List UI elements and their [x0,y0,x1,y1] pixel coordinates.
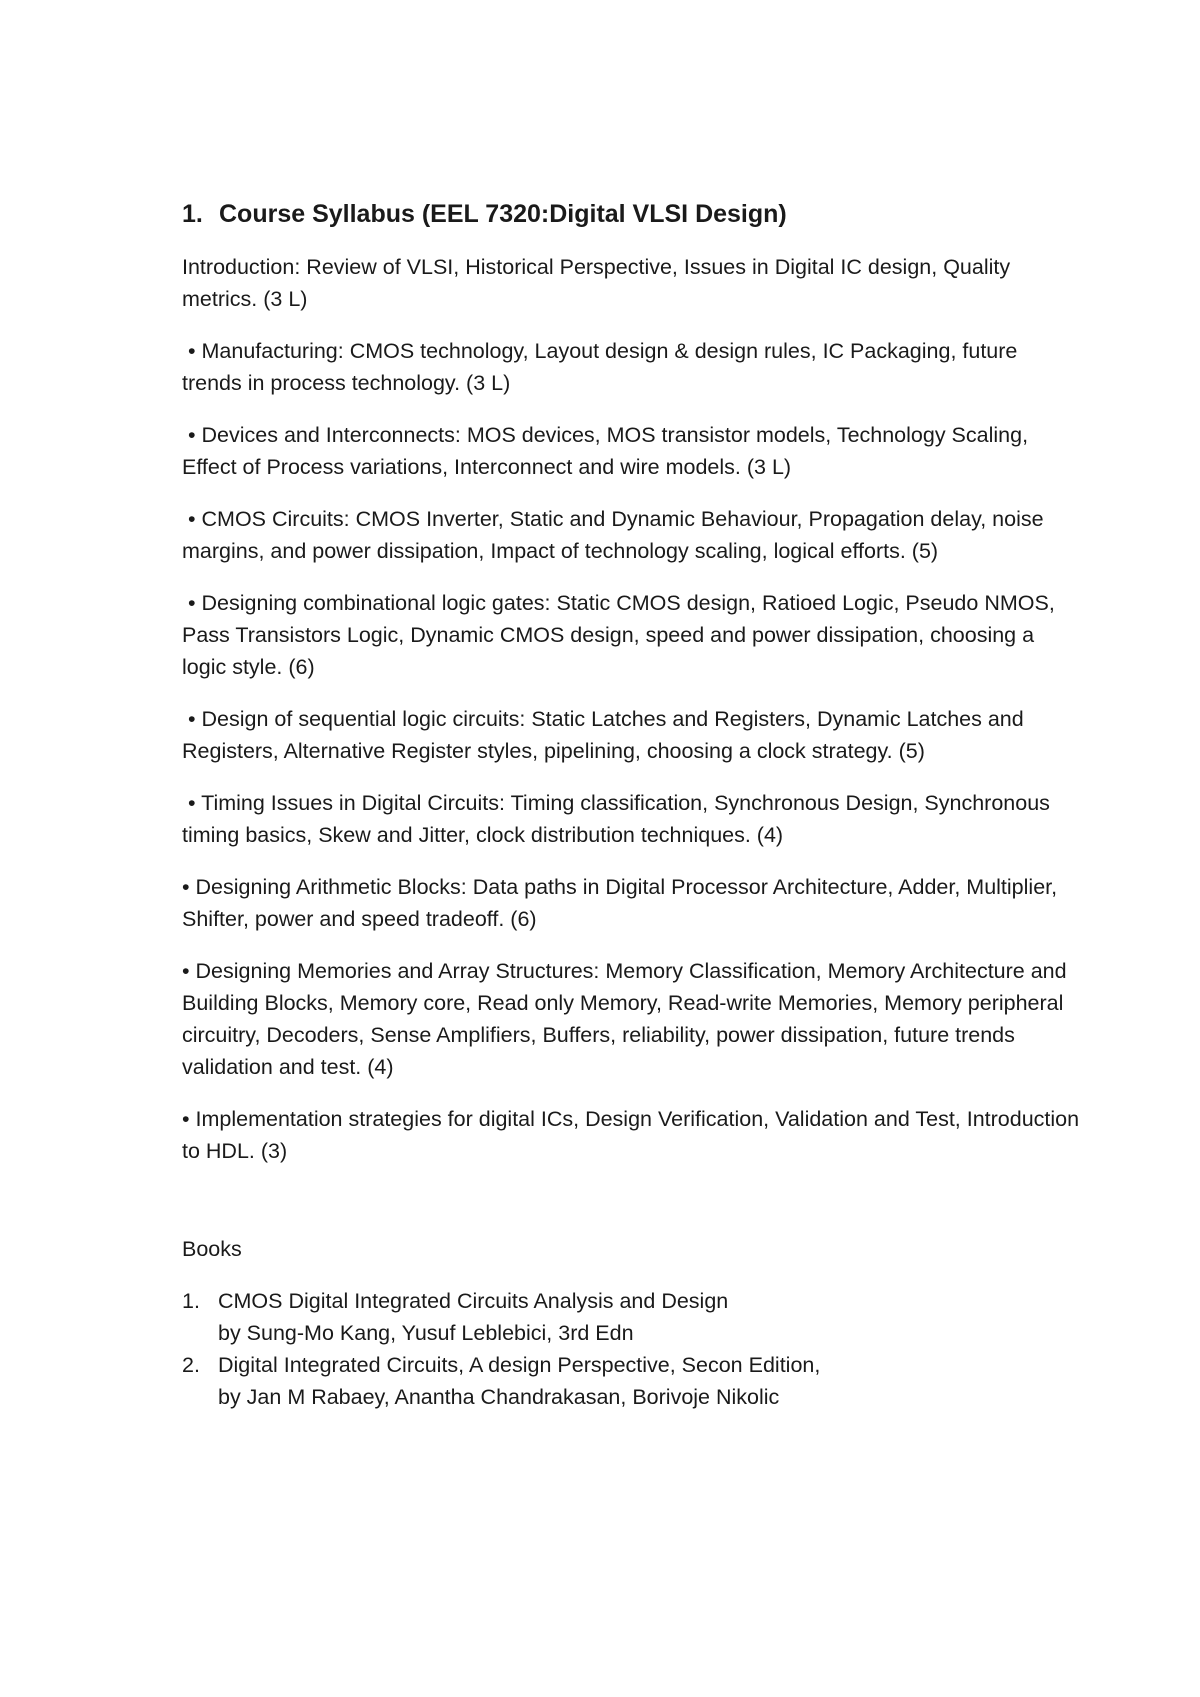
book-item [182,1285,1082,1349]
topic-text: Manufacturing: CMOS technology, Layout design & design rules, IC Packaging, future trends in process technology. (3 L) [182,339,1018,395]
topic-item [182,419,1082,483]
topic-item [182,955,1082,1083]
books-list [182,1285,1082,1413]
topic-text: Designing combinational logic gates: Static CMOS design, Ratioed Logic, Pseudo NMOS, Pass Transistors Logic, Dynamic CMOS design, speed and power dissipation, choosing a logic style. (6) [182,591,1055,679]
book-details [218,1349,820,1413]
topic-item [182,587,1082,683]
intro-paragraph: Introduction: Review of VLSI, Historical Perspective, Issues in Digital IC design, Quality metrics. (3 L) [182,255,1011,311]
book-details [218,1285,728,1349]
topic-item [182,703,1082,767]
topic-text: Timing Issues in Digital Circuits: Timing classification, Synchronous Design, Synchronous timing basics, Skew and Jitter, clock distribution techniques. (4) [182,791,1050,847]
topic-text: Designing Arithmetic Blocks: Data paths in Digital Processor Architecture, Adder, Multiplier, Shifter, power and speed tradeoff. (6) [182,875,1058,931]
topic-text: Design of sequential logic circuits: Static Latches and Registers, Dynamic Latches and Registers, Alternative Register styles, pipelining, choosing a clock strategy. (5) [182,707,1024,763]
bullet-icon: • [182,875,190,899]
topic-item [182,787,1082,851]
bullet-icon: • [188,707,196,731]
topic-item [182,503,1082,567]
section-title: Course Syllabus (EEL 7320:Digital VLSI Design) [219,200,787,228]
topic-item [182,1103,1082,1167]
book-authors: by Jan M Rabaey, Anantha Chandrakasan, Borivoje Nikolic [218,1385,780,1409]
bullet-icon: • [188,507,196,531]
book-number: 2. [182,1353,200,1377]
topic-text: CMOS Circuits: CMOS Inverter, Static and Dynamic Behaviour, Propagation delay, noise margins, and power dissipation, Impact of technology scaling, logical efforts. (5) [182,507,1044,563]
section-heading [182,200,1082,229]
book-title: CMOS Digital Integrated Circuits Analysis and Design [218,1289,729,1313]
syllabus-content [182,200,1082,1413]
topic-item [182,335,1082,399]
topic-text: Designing Memories and Array Structures: Memory Classification, Memory Architecture and Building Blocks, Memory core, Read only Memory, Read-write Memories, Memory peripheral circuitry, Decoders, Sense Amplifiers, Buffers, reliability, power dissipation, future trends validation and test. (4) [182,959,1067,1079]
bullet-icon: • [188,339,196,363]
bullet-icon: • [188,591,196,615]
book-authors: by Sung-Mo Kang, Yusuf Leblebici, 3rd Edn [218,1321,634,1345]
topic-text: Implementation strategies for digital ICs, Design Verification, Validation and Test, Introduction to HDL. (3) [182,1107,1080,1163]
bullet-icon: • [188,423,196,447]
bullet-icon: • [188,791,196,815]
books-heading: Books [182,1237,242,1261]
bullet-icon: • [182,959,190,983]
section-number: 1. [182,200,203,228]
book-title: Digital Integrated Circuits, A design Perspective, Secon Edition, [218,1353,821,1377]
book-number: 1. [182,1289,200,1313]
topic-item [182,871,1082,935]
bullet-icon: • [182,1107,190,1131]
topic-text: Devices and Interconnects: MOS devices, MOS transistor models, Technology Scaling, Effect of Process variations, Interconnect and wire models. (3 L) [182,423,1029,479]
book-item [182,1349,1082,1413]
